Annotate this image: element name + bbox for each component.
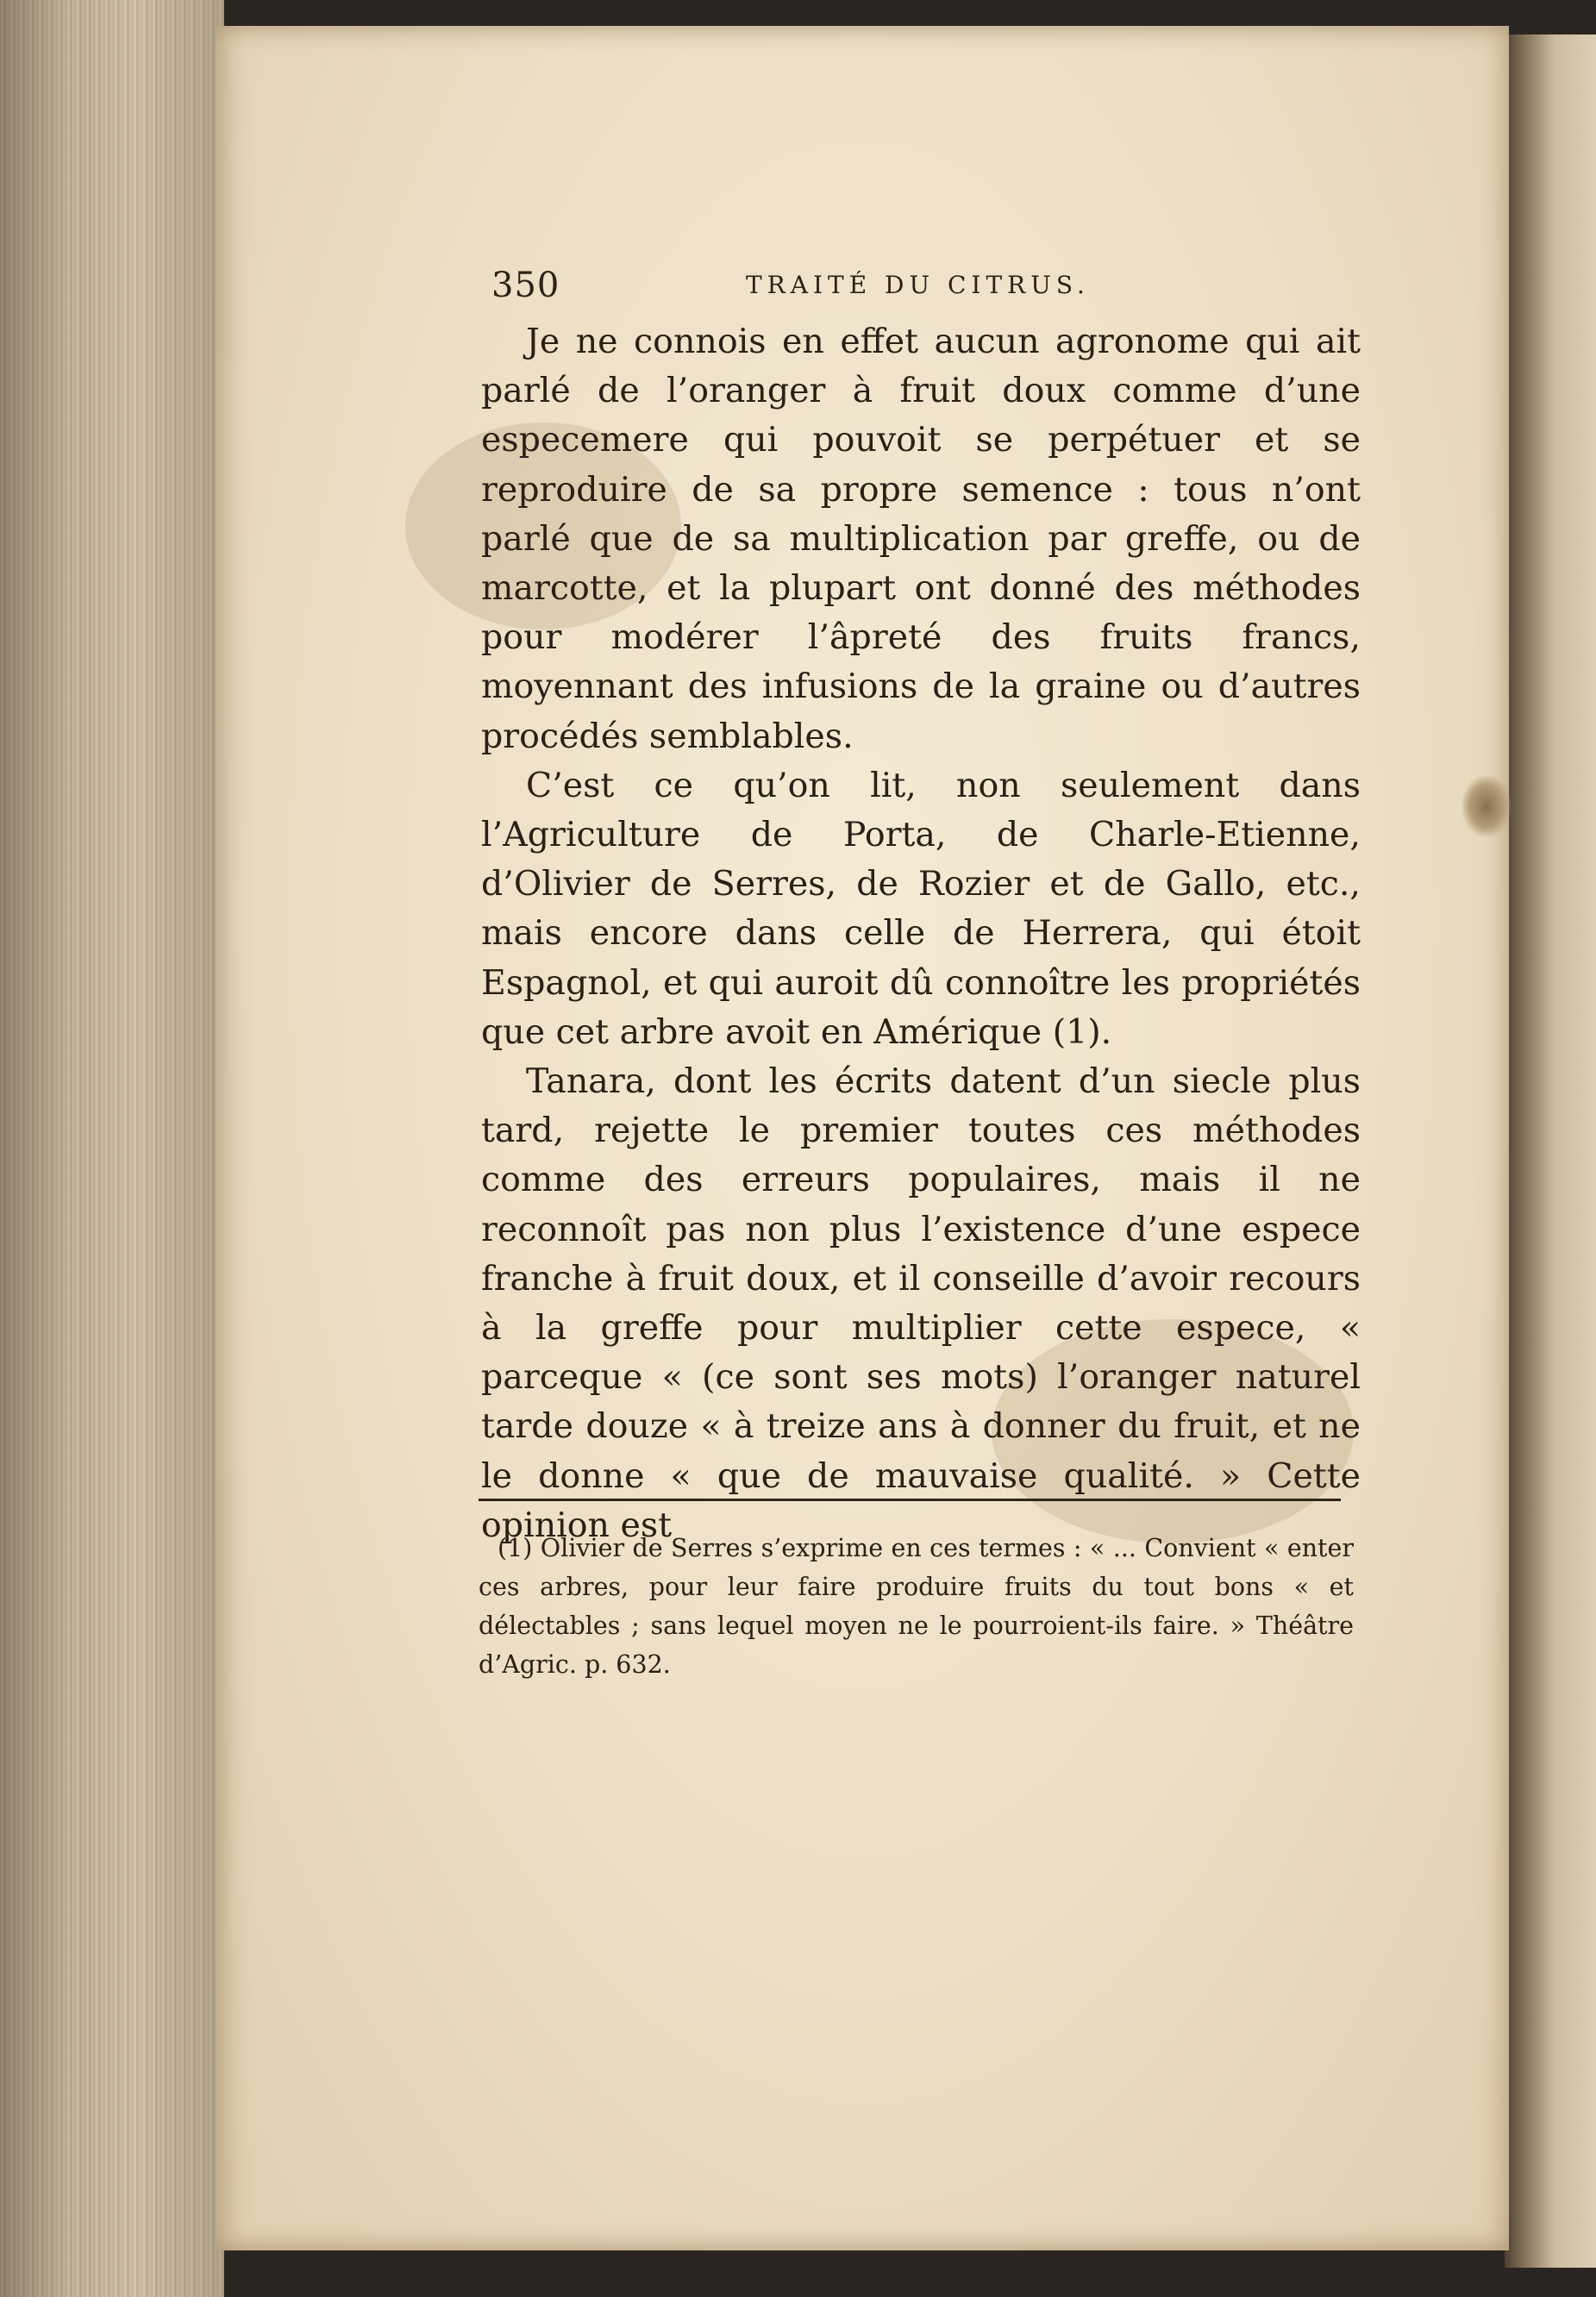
next-page-gutter [1505, 34, 1596, 2268]
paragraph: Tanara, dont les écrits datent d’un siecle plus tard, rejette le premier toutes ces méthodes comme des erreurs populaires, mais il ne reconnoît pas non plus l’existence d’une espece franche à fruit doux, et il conseille d’avoir recours à la greffe pour multiplier cette espece, « parceque « (ce sont ses mots) l’oranger naturel tarde douze « à treize ans à donner du fruit, et ne le donne « que de mauvaise qualité. » Cette opinion est [481, 1061, 1361, 1545]
running-head: TRAITÉ DU CITRUS. [746, 271, 1090, 299]
paragraph: C’est ce qu’on lit, non seulement dans l’Agriculture de Porta, de Charle-Etienne, d’Olivier de Serres, de Rozier et de Gallo, etc., mais encore dans celle de Herrera, qui étoit Espagnol, et qui auroit dû connoître les propriétés que cet arbre avoit en Amérique (1). [481, 765, 1361, 1052]
footnote-text: (1) Olivier de Serres s’exprime en ces termes : « ... Convient « enter ces arbres, pour leur faire produire fruits du tout bons « et délectables ; sans lequel moyen ne le pourroient-ils faire. » Théâtre d’Agric. p. 632. [479, 1534, 1354, 1679]
page-header [491, 266, 1371, 317]
body-text [481, 317, 1361, 1550]
footnote [479, 1529, 1354, 1684]
page-edges-shadow [0, 0, 224, 2297]
footnote-rule [479, 1499, 1341, 1501]
paragraph: Je ne connois en effet aucun agronome qui ait parlé de l’oranger à fruit doux comme d’une especemere qui pouvoit se perpétuer et se reproduire de sa propre semence : tous n’ont parlé que de sa multiplication par greffe, ou de marcotte, et la plupart ont donné des méthodes pour modérer l’âpreté des fruits francs, moyennant des infusions de la graine ou d’autres procédés semblables. [481, 322, 1361, 756]
page-tear [1462, 776, 1511, 836]
page-number: 350 [491, 266, 560, 305]
